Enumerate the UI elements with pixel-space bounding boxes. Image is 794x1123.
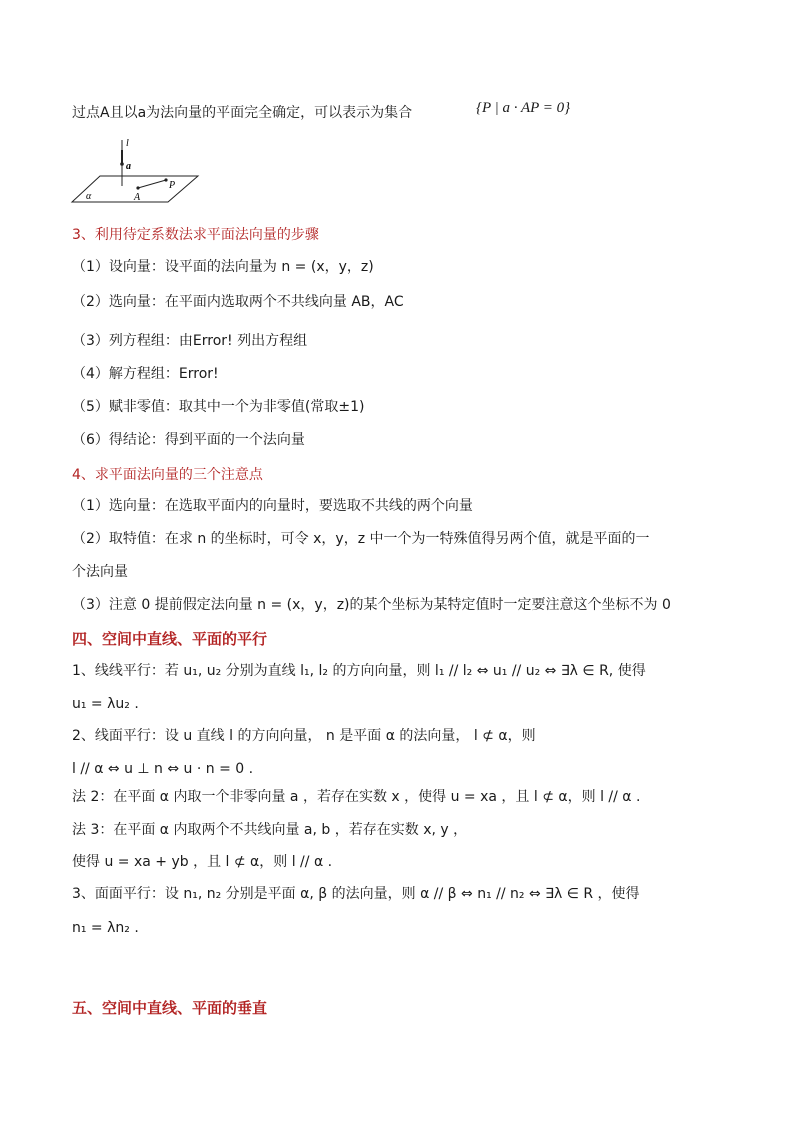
- plane-parallel: 3、面面平行：设 n₁, n₂ 分别是平面 α, β 的法向量，则 α // β ⇔ n₁ // n₂ ⇔ ∃λ ∈ R ，使得: [72, 886, 640, 902]
- part4-heading: 四、空间中直线、平面的平行: [72, 630, 268, 648]
- step-4: （4）解方程组：Error!: [72, 366, 219, 382]
- step-3: （3）列方程组：由Error! 列出方程组: [72, 333, 308, 349]
- note-1: （1）选向量：在选取平面内的向量时，要选取不共线的两个向量: [72, 498, 473, 514]
- parallel-line-1-eq: u₁ = λu₂ .: [72, 696, 139, 712]
- method-3-cont: 使得 u = xa + yb ，且 l ⊄ α，则 l // α .: [72, 854, 333, 870]
- parallel-line-1: 1、线线平行：若 u₁, u₂ 分别为直线 l₁, l₂ 的方向向量，则 l₁ // l₂ ⇔ u₁ // u₂ ⇔ ∃λ ∈ R, 使得: [72, 663, 646, 679]
- step-2: （2）选向量：在平面内选取两个不共线向量 AB，AC: [72, 294, 404, 310]
- note-2-cont: 个法向量: [72, 564, 128, 580]
- method-3: 法 3：在平面 α 内取两个不共线向量 a, b ，若存在实数 x, y ，: [72, 822, 468, 838]
- step-1: （1）设向量：设平面的法向量为 n = (x，y，z): [72, 259, 374, 275]
- section3-heading: 3、利用待定系数法求平面法向量的步骤: [72, 227, 319, 243]
- note-3: （3）注意 0 提前假定法向量 n = (x，y，z)的某个坐标为某特定值时一定要注意这个坐标不为 0: [72, 597, 671, 613]
- parallel-line-2: 2、线面平行：设 u 直线 l 的方向向量， n 是平面 α 的法向量， l ⊄ α，则: [72, 728, 536, 744]
- label-P: P: [169, 180, 176, 191]
- label-alpha: α: [86, 191, 92, 202]
- segment-AP: [138, 180, 166, 188]
- step-5: （5）赋非零值：取其中一个为非零值(常取±1): [72, 399, 365, 415]
- intro-text: 过点A且以a为法向量的平面完全确定，可以表示为集合: [72, 105, 413, 121]
- label-A: A: [134, 192, 141, 203]
- part5-heading: 五、空间中直线、平面的垂直: [72, 999, 268, 1017]
- plane-parallel-eq: n₁ = λn₂ .: [72, 920, 139, 936]
- set-expression: {P | a · AP = 0}: [476, 100, 571, 116]
- step-6: （6）得结论：得到平面的一个法向量: [72, 432, 305, 448]
- note-2: （2）取特值：在求 n 的坐标时，可令 x，y，z 中一个为一特殊值得另两个值，就是平面的一: [72, 531, 650, 547]
- method-2: 法 2：在平面 α 内取一个非零向量 a ，若存在实数 x ，使得 u = xa ，且 l ⊄ α，则 l // α .: [72, 789, 641, 805]
- label-l: l: [126, 138, 129, 149]
- parallel-line-2-eq: l // α ⇔ u ⊥ n ⇔ u · n = 0 .: [72, 761, 254, 777]
- plane-normal-figure: [70, 136, 202, 208]
- label-a: a: [126, 161, 131, 172]
- section4-heading: 4、求平面法向量的三个注意点: [72, 467, 263, 483]
